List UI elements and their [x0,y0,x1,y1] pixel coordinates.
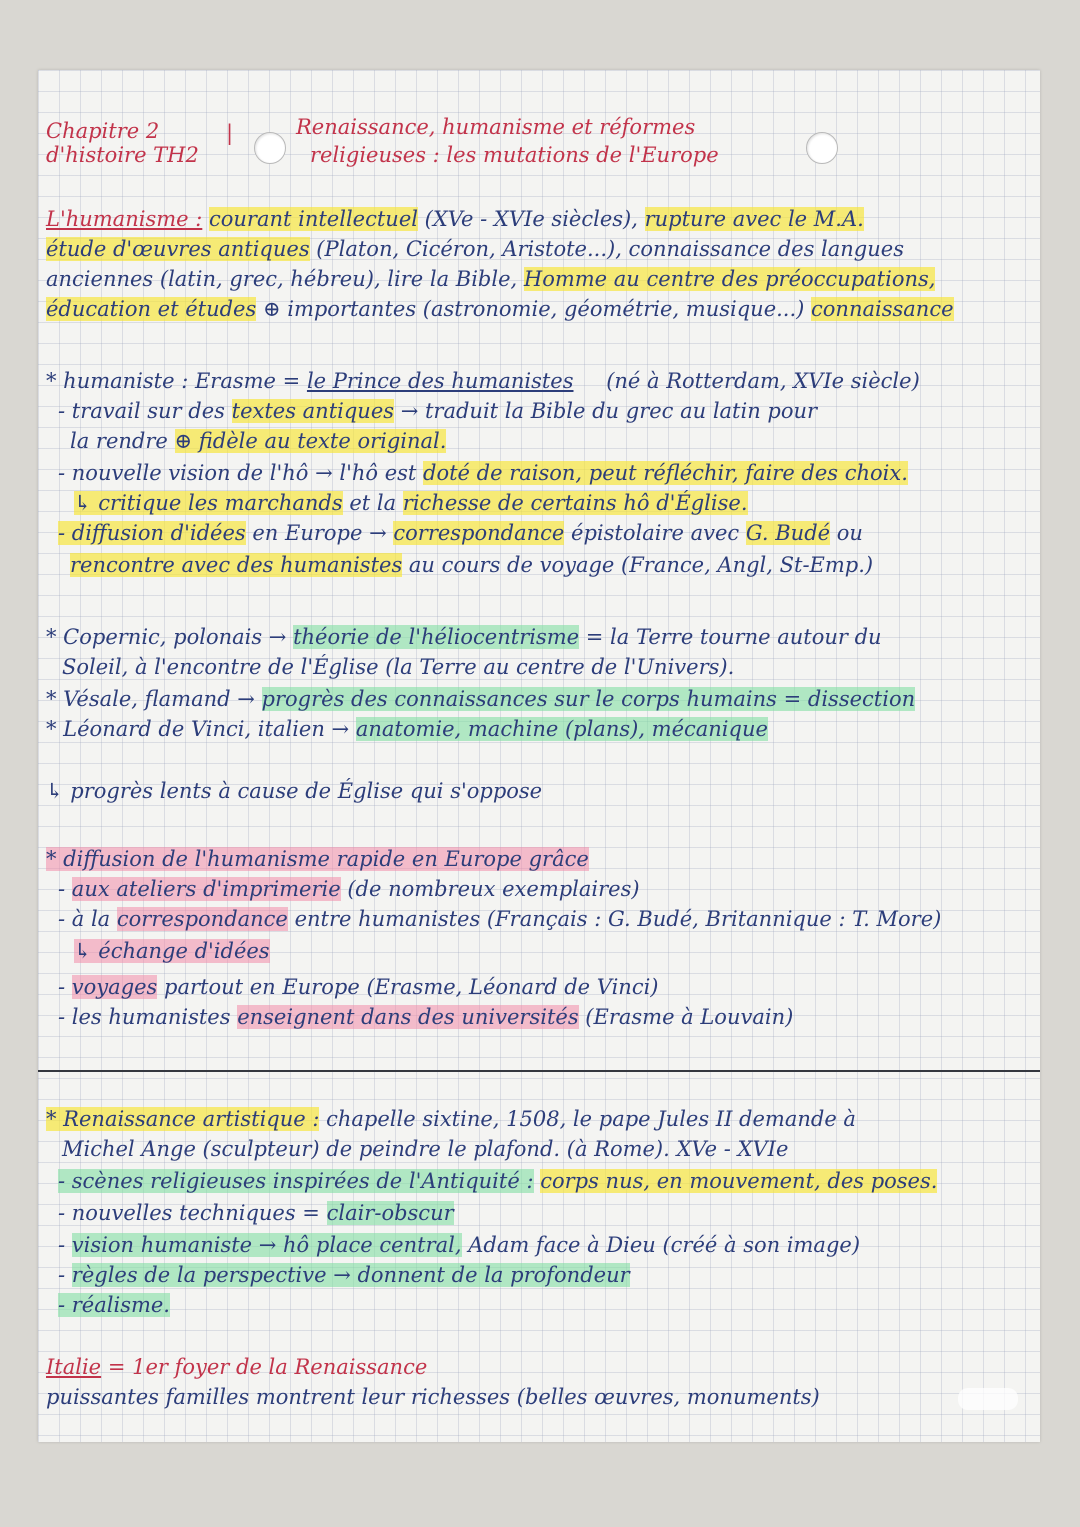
erasme-europe: en Europe → [252,521,387,545]
diffusion-echange: ↳ échange d'idées [74,939,270,963]
diffusion-les-humanistes: - les humanistes [58,1005,231,1029]
humanisme-homme-centre: Homme au centre des préoccupations, [523,267,936,291]
renaissance-line-2 [62,1136,788,1162]
erasme-epistolaire: épistolaire avec [571,521,740,545]
italie-foyer: = 1er foyer de la Renaissance [107,1355,428,1379]
humanisme-line-1 [46,206,864,232]
diffusion-dash-1: - [58,877,66,901]
progres-lents: ↳ progrès lents à cause de Église qui s'oppose [46,779,543,803]
erasme-line-5 [74,490,748,516]
erasme-line-6 [58,520,863,546]
humanisme-heading: L'humanisme : [46,207,203,231]
erasme-fidele: ⊕ fidèle au texte original. [174,429,447,453]
renaissance-vision: vision humaniste → hô place central, [71,1233,462,1257]
renaissance-realisme: - réalisme. [58,1293,170,1317]
vesale-name: * Vésale, flamand → [46,687,255,711]
diffusion-line-5 [58,974,659,1000]
erasme-correspondance: correspondance [393,521,565,545]
diffusion-line-3 [58,906,941,932]
title-line-2: religieuses : les mutations de l'Europe [310,143,719,167]
erasme-rencontre: rencontre avec des humanistes [70,553,403,577]
erasme-voyage: au cours de voyage (France, Angl, St-Emp.) [408,553,874,577]
renaissance-title: * Renaissance artistique : [46,1107,320,1131]
renaissance-line-7 [58,1292,170,1318]
diffusion-a-la: - à la [58,907,111,931]
diffusion-line-6 [58,1004,793,1030]
vesale-line [46,686,915,712]
renaissance-line-1 [46,1106,856,1132]
erasme-prince: le Prince des humanistes [306,369,574,393]
humanisme-line-4 [46,296,954,322]
copernic-eglise: Soleil, à l'encontre de l'Église (la Terre au centre de l'Univers). [62,655,735,679]
renaissance-line-4 [58,1200,454,1226]
renaissance-chapelle: chapelle sixtine, 1508, le pape Jules II demande à [326,1107,856,1131]
renaissance-line-5 [58,1232,860,1258]
separator-mark: | [226,121,234,145]
erasme-line-7 [70,552,873,578]
title-line-1: Renaissance, humanisme et réformes [296,115,696,139]
humanisme-connaissance: connaissance [811,297,954,321]
diffusion-dash-2: - [58,975,66,999]
renaissance-corps: corps nus, en mouvement, des poses. [540,1169,938,1193]
renaissance-dash-6: - [58,1263,66,1287]
erasme-line-1 [46,368,920,394]
italie-familles: puissantes familles montrent leur richesses (belles œuvres, monuments) [46,1385,820,1409]
renaissance-perspective: règles de la perspective → donnent de la profondeur [71,1263,630,1287]
vinci-line [46,716,768,742]
italie-line-1 [46,1354,427,1380]
italie-line-2 [46,1384,820,1410]
diffusion-louvain: (Erasme à Louvain) [585,1005,794,1029]
chapter-line-2: d'histoire TH2 [46,143,199,167]
erasme-title: * humaniste : Erasme = [46,369,301,393]
erasme-raison: doté de raison, peut réfléchir, faire des choix. [423,461,908,485]
italie-title: Italie [46,1355,102,1379]
humanisme-siecles: (XVe - XVIe siècles), [424,207,638,231]
renaissance-adam: Adam face à Dieu (créé à son image) [468,1233,861,1257]
punch-hole-right [806,132,838,164]
erasme-line-2 [58,398,817,424]
renaissance-techniques: - nouvelles techniques = [58,1201,320,1225]
renaissance-clair-obscur: clair-obscur [326,1201,454,1225]
diffusion-universites: enseignent dans des universités [237,1005,579,1029]
humanisme-matieres: ⊕ importantes (astronomie, géométrie, musique...) [262,297,805,321]
renaissance-scenes: - scènes religieuses inspirées de l'Antiquité : [58,1169,534,1193]
diffusion-humanistes: entre humanistes (Français : G. Budé, Britannique : T. More) [294,907,942,931]
copernic-definition: = la Terre tourne autour du [585,625,882,649]
erasme-critique: ↳ critique les marchands [74,491,343,515]
erasme-line-4 [58,460,908,486]
diffusion-title: * diffusion de l'humanisme rapide en Europe grâce [46,847,589,871]
humanisme-line-3 [46,266,935,292]
renaissance-line-3 [58,1168,937,1194]
erasme-vision: - nouvelle vision de l'hô → l'hô est [58,461,417,485]
erasme-traduction: → traduit la Bible du grec au latin pour [400,399,818,423]
humanisme-courant: courant intellectuel [209,207,418,231]
vesale-progres: progrès des connaissances sur le corps humains = dissection [261,687,916,711]
progress-line [46,778,542,804]
vinci-name: * Léonard de Vinci, italien → [46,717,350,741]
correction-smudge [958,1388,1018,1410]
diffusion-line-2 [58,876,640,902]
header-separator [226,120,233,146]
humanisme-rupture: rupture avec le M.A. [644,207,864,231]
erasme-ou: ou [836,521,863,545]
erasme-bude: G. Budé [745,521,831,545]
section-divider [38,1070,1040,1072]
erasme-naissance: (né à Rotterdam, XVIe siècle) [606,369,920,393]
humanisme-etude: étude d'œuvres antiques [46,237,310,261]
page-title-2 [310,142,719,168]
diffusion-line-1 [46,846,589,872]
vinci-domaines: anatomie, machine (plans), mécanique [355,717,768,741]
diffusion-correspondance: correspondance [116,907,288,931]
erasme-travail: - travail sur des [58,399,225,423]
chapter-line-1: Chapitre 2 [46,119,160,143]
punch-hole-left [254,132,286,164]
diffusion-imprimerie: aux ateliers d'imprimerie [71,877,341,901]
copernic-name: * Copernic, polonais → [46,625,287,649]
diffusion-line-4 [74,938,270,964]
humanisme-line-2 [46,236,904,262]
humanisme-langues: anciennes (latin, grec, hébreu), lire la Bible, [46,267,518,291]
erasme-textes: textes antiques [231,399,395,423]
erasme-richesse: richesse de certains hô d'Église. [402,491,748,515]
erasme-diffusion: - diffusion d'idées [58,521,246,545]
renaissance-michel-ange: Michel Ange (sculpteur) de peindre le plafond. (à Rome). XVe - XVIe [62,1137,789,1161]
chapter-label-2 [46,142,199,168]
page-title [296,114,695,140]
diffusion-voyages: voyages [71,975,158,999]
erasme-line-3 [70,428,446,454]
humanisme-education: éducation et études [46,297,257,321]
diffusion-exemplaires: (de nombreux exemplaires) [347,877,640,901]
erasme-et-la: et la [349,491,397,515]
notebook-page [38,70,1040,1442]
diffusion-partout: partout en Europe (Erasme, Léonard de Vinci) [164,975,659,999]
copernic-line-2 [62,654,734,680]
copernic-theorie: théorie de l'héliocentrisme [293,625,580,649]
renaissance-line-6 [58,1262,630,1288]
copernic-line-1 [46,624,882,650]
chapter-label [46,118,159,144]
erasme-rendre: la rendre [70,429,168,453]
humanisme-auteurs: (Platon, Cicéron, Aristote...), connaissance des langues [316,237,904,261]
renaissance-dash-5: - [58,1233,66,1257]
